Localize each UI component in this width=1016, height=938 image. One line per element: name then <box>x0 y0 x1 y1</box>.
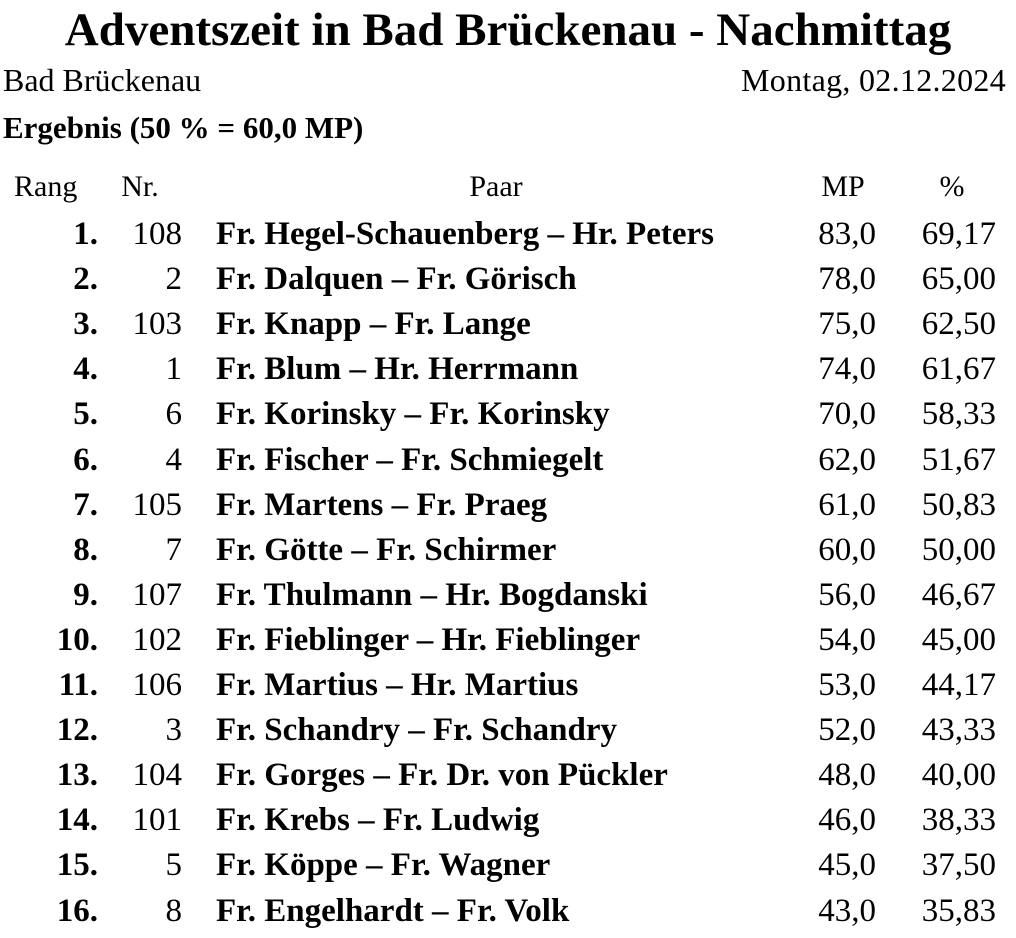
percent-cell: 37,50 <box>921 847 996 883</box>
pair-names-cell: Fr. Krebs – Fr. Ludwig <box>216 802 540 838</box>
mp-cell: 56,0 <box>818 577 876 613</box>
pair-number-cell: 8 <box>165 893 182 929</box>
pair-number-cell: 5 <box>165 847 182 883</box>
mp-cell: 52,0 <box>818 712 876 748</box>
header-pct: % <box>939 170 965 203</box>
mp-cell: 70,0 <box>818 396 876 432</box>
mp-cell: 61,0 <box>818 487 876 523</box>
pair-names-cell: Fr. Martens – Fr. Praeg <box>216 487 548 523</box>
mp-cell: 60,0 <box>818 532 876 568</box>
rank-cell: 2. <box>73 261 98 297</box>
percent-cell: 44,17 <box>921 667 996 703</box>
pair-names-cell: Fr. Götte – Fr. Schirmer <box>216 532 557 568</box>
pair-names-cell: Fr. Gorges – Fr. Dr. von Pückler <box>216 757 668 793</box>
rank-cell: 14. <box>56 802 98 838</box>
mp-cell: 43,0 <box>818 893 876 929</box>
percent-cell: 51,67 <box>921 442 996 478</box>
rank-cell: 16. <box>56 893 98 929</box>
pair-number-cell: 101 <box>132 802 182 838</box>
percent-cell: 35,83 <box>921 893 996 929</box>
mp-cell: 53,0 <box>818 667 876 703</box>
mp-cell: 46,0 <box>818 802 876 838</box>
date-label: Montag, 02.12.2024 <box>741 62 1006 98</box>
pair-names-cell: Fr. Köppe – Fr. Wagner <box>216 847 551 883</box>
rank-cell: 6. <box>73 442 98 478</box>
pair-names-cell: Fr. Blum – Hr. Herrmann <box>216 351 579 387</box>
rank-cell: 11. <box>58 667 98 703</box>
pair-names-cell: Fr. Fieblinger – Hr. Fieblinger <box>216 622 641 658</box>
percent-cell: 43,33 <box>921 712 996 748</box>
percent-cell: 61,67 <box>921 351 996 387</box>
rank-cell: 13. <box>56 757 98 793</box>
rank-cell: 5. <box>73 396 98 432</box>
percent-cell: 38,33 <box>921 802 996 838</box>
pair-number-cell: 6 <box>165 396 182 432</box>
rank-cell: 9. <box>73 577 98 613</box>
percent-cell: 65,00 <box>921 261 996 297</box>
pair-number-cell: 103 <box>132 306 182 342</box>
pair-names-cell: Fr. Korinsky – Fr. Korinsky <box>216 396 610 432</box>
rank-cell: 4. <box>73 351 98 387</box>
header-paar: Paar <box>469 170 523 203</box>
pair-number-cell: 102 <box>132 622 182 658</box>
page-title: Adventszeit in Bad Brückenau - Nachmittag <box>64 4 952 56</box>
pair-names-cell: Fr. Thulmann – Hr. Bogdanski <box>216 577 648 613</box>
pair-names-cell: Fr. Martius – Hr. Martius <box>216 667 579 703</box>
header-nr: Nr. <box>121 170 159 203</box>
mp-cell: 54,0 <box>818 622 876 658</box>
pair-number-cell: 2 <box>165 261 182 297</box>
pair-names-cell: Fr. Schandry – Fr. Schandry <box>216 712 617 748</box>
pair-names-cell: Fr. Knapp – Fr. Lange <box>216 306 531 342</box>
result-summary: Ergebnis (50 % = 60,0 MP) <box>3 110 364 145</box>
pair-names-cell: Fr. Dalquen – Fr. Görisch <box>216 261 577 297</box>
pair-number-cell: 3 <box>165 712 182 748</box>
mp-cell: 78,0 <box>818 261 876 297</box>
rank-cell: 10. <box>56 622 98 658</box>
pair-number-cell: 106 <box>132 667 182 703</box>
pair-names-cell: Fr. Fischer – Fr. Schmiegelt <box>216 442 604 478</box>
rank-cell: 3. <box>73 306 98 342</box>
mp-cell: 45,0 <box>818 847 876 883</box>
mp-cell: 62,0 <box>818 442 876 478</box>
pair-names-cell: Fr. Engelhardt – Fr. Volk <box>216 893 570 929</box>
percent-cell: 50,83 <box>921 487 996 523</box>
percent-cell: 62,50 <box>921 306 996 342</box>
pair-number-cell: 104 <box>132 757 182 793</box>
percent-cell: 69,17 <box>921 216 996 252</box>
pair-number-cell: 108 <box>132 216 182 252</box>
rank-cell: 8. <box>73 532 98 568</box>
percent-cell: 46,67 <box>921 577 996 613</box>
percent-cell: 58,33 <box>921 396 996 432</box>
percent-cell: 50,00 <box>921 532 996 568</box>
pair-number-cell: 4 <box>165 442 182 478</box>
mp-cell: 48,0 <box>818 757 876 793</box>
mp-cell: 83,0 <box>818 216 876 252</box>
rank-cell: 7. <box>73 487 98 523</box>
pair-names-cell: Fr. Hegel-Schauenberg – Hr. Peters <box>216 216 714 252</box>
rank-cell: 1. <box>73 216 98 252</box>
location-label: Bad Brückenau <box>3 62 202 98</box>
pair-number-cell: 107 <box>132 577 182 613</box>
rank-cell: 12. <box>56 712 98 748</box>
mp-cell: 75,0 <box>818 306 876 342</box>
pair-number-cell: 105 <box>132 487 182 523</box>
pair-number-cell: 7 <box>165 532 182 568</box>
mp-cell: 74,0 <box>818 351 876 387</box>
percent-cell: 40,00 <box>921 757 996 793</box>
pair-number-cell: 1 <box>165 351 182 387</box>
header-rang: Rang <box>14 170 78 203</box>
header-mp: MP <box>821 170 865 203</box>
rank-cell: 15. <box>56 847 98 883</box>
percent-cell: 45,00 <box>921 622 996 658</box>
